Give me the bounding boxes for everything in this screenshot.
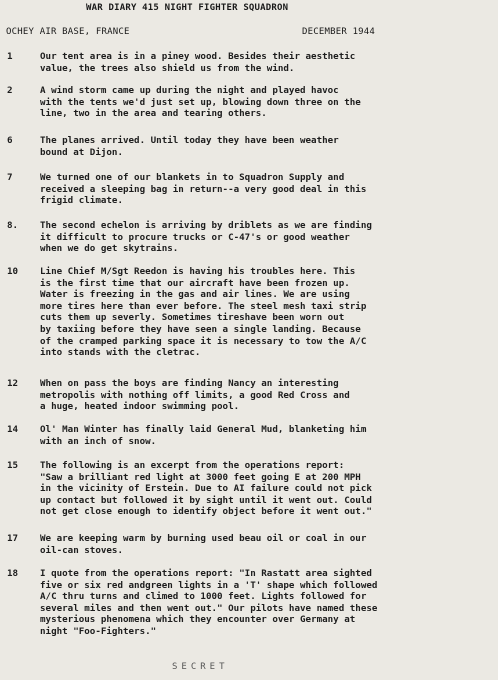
entry-line: metropolis with nothing off limits, a good Red Cross and [40,389,350,401]
entry-line: with an inch of snow. [40,435,157,447]
entry-number: 14 [7,424,19,435]
entry-line: value, the trees also shield us from the wind. [40,62,295,74]
entry-line: A/C thru turns and climed to 1000 feet. Lights followed for [40,591,367,603]
entry-text [40,220,495,255]
entry-number: 6 [7,135,13,146]
entry-line: not get close enough to identify object before it went out." [40,506,372,518]
entry-line: frigid climate. [40,195,123,207]
entry-line: Ol' Man Winter has finally laid General Mud, blanketing him [40,424,367,435]
entry-line: "Saw a brilliant red light at 3000 feet going E at 200 MPH [40,471,361,483]
entry-line: up contact but followed it by sight until it went out. Could [40,494,372,506]
entry-line: of the cramped parking space it is necessary to tow the A/C [40,335,367,347]
entry-line: cuts them up severly. Sometimes tireshave been worn out [40,312,345,324]
entry-number: 17 [7,533,19,544]
entry-line: into stands with the cletrac. [40,347,201,359]
entry-number: 1 [7,51,13,62]
entry-number: 8. [7,220,19,231]
entry-line: Water is freezing in the gas and air lines. We are using [40,289,350,301]
entry-line: by taxiing before they have seen a single landing. Because [40,323,361,335]
entry-number: 15 [7,460,19,471]
entry-text [40,424,495,447]
entry-line: a huge, heated indoor swimming pool. [40,401,240,413]
entry-line: when we do get skytrains. [40,243,179,255]
entry-line: Our tent area is in a piney wood. Besides their aesthetic [40,51,356,62]
entry-line: it difficult to procure trucks or C-47's or good weather [40,231,350,243]
entry-text [40,51,495,74]
entry-text [40,533,495,556]
entry-number: 7 [7,172,13,183]
entry-text [40,378,495,413]
entry-number: 12 [7,378,19,389]
entry-line: is the first time that our aircraft have been frozen up. [40,277,350,289]
entry-text [40,568,495,638]
entry-number: 10 [7,266,19,277]
entry-line: oil-can stoves. [40,544,123,556]
entry-text [40,172,495,207]
entry-text [40,85,495,120]
entry-number: 18 [7,568,19,579]
entry-line: We turned one of our blankets in to Squadron Supply and [40,172,345,183]
classification-footer: SECRET [172,662,229,672]
entry-line: Line Chief M/Sgt Reedon is having his troubles here. This [40,266,356,277]
entry-line: I quote from the operations report: "In Rastatt area sighted [40,568,372,579]
entry-line: with the tents we'd just set up, blowing down three on the [40,96,361,108]
document-title: WAR DIARY 415 NIGHT FIGHTER SQUADRON [86,3,289,13]
date-header: DECEMBER 1944 [302,27,376,37]
entry-text [40,135,495,158]
entry-line: five or six red andgreen lights in a 'T' shape which followed [40,579,378,591]
entry-line: in the vicinity of Erstein. Due to AI failure could not pick [40,483,372,495]
entry-line: When on pass the boys are finding Nancy an interesting [40,378,339,389]
entry-line: The second echelon is arriving by driblets as we are finding [40,220,372,231]
location-header: OCHEY AIR BASE, FRANCE [6,27,130,37]
entry-line: A wind storm came up during the night and played havoc [40,85,339,96]
entry-line: bound at Dijon. [40,146,123,158]
entry-line: received a sleeping bag in return--a very good deal in this [40,183,367,195]
entry-line: more tires here than ever before. The steel mesh taxi strip [40,300,367,312]
entry-line: We are keeping warm by burning used beau oil or coal in our [40,533,367,544]
entry-number: 2 [7,85,13,96]
entry-line: The planes arrived. Until today they have been weather [40,135,339,146]
entry-line: night "Foo-Fighters." [40,625,157,637]
entry-line: several miles and then went out." Our pilots have named these [40,602,378,614]
entry-line: The following is an excerpt from the operations report: [40,460,345,471]
entry-line: line, two in the area and tearing others. [40,108,267,120]
entry-text [40,460,495,518]
entry-line: mysterious phenomena which they encounter over Germany at [40,614,356,626]
entry-text [40,266,495,359]
